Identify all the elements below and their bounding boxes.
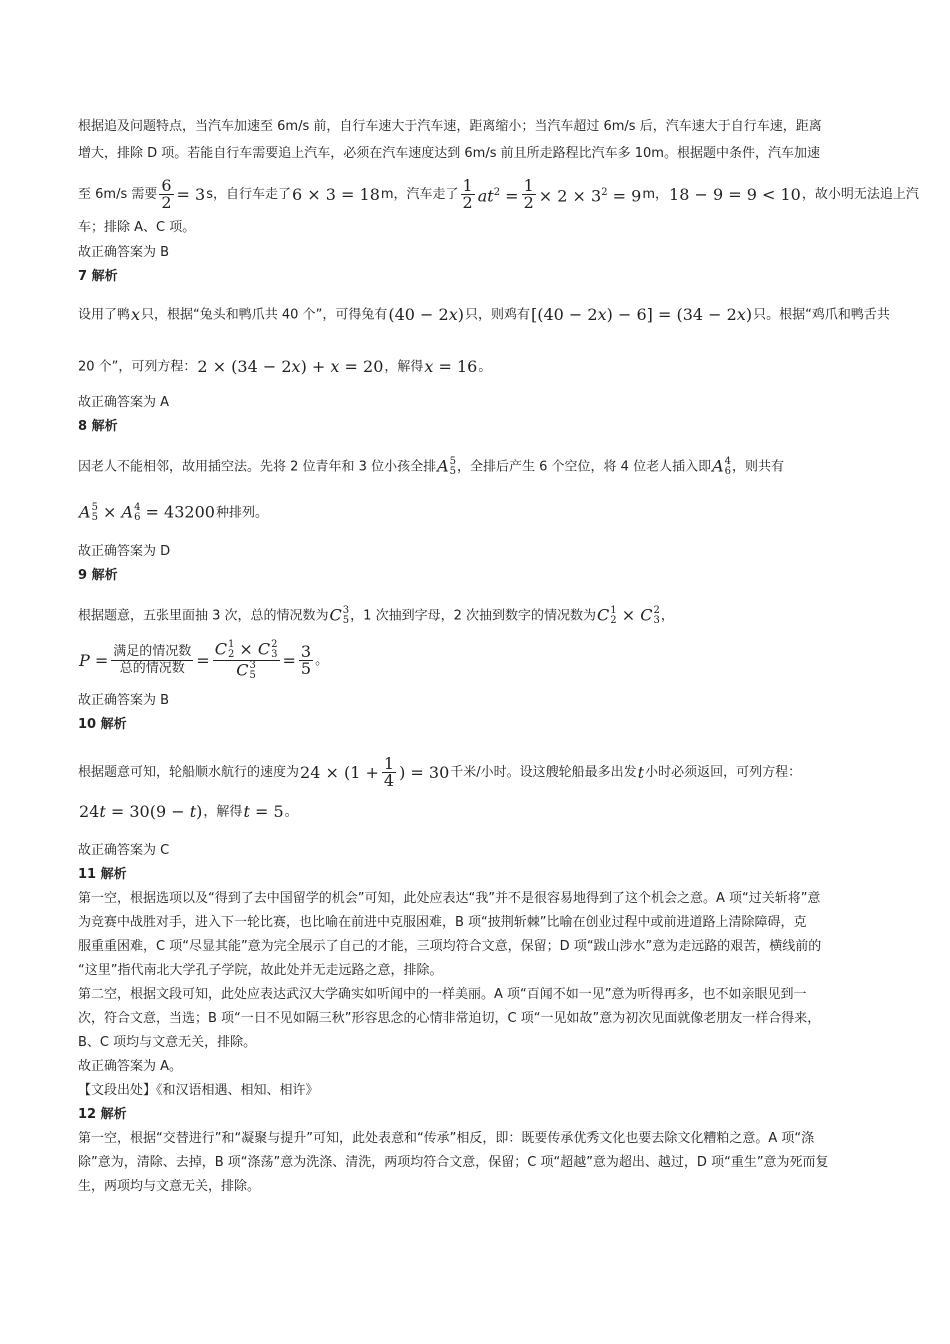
math-a55: A 5 5 (437, 456, 457, 477)
q12-heading: 12 解析 (78, 1107, 127, 1122)
q6-line-4: 车；排除 A、C 项。 (78, 220, 196, 235)
math-equation: 2 × (34 − 2x) + x = 20 (197, 357, 384, 376)
q11-line-4: “这里”指代南北大学孔子学院，故此处并无走远路之意，排除。 (78, 963, 443, 978)
math-24t: 24t = 30(9 − t) (79, 802, 203, 821)
q8-heading: 8 解析 (78, 419, 118, 434)
math-6x3: 6 × 3 = 18 (292, 184, 380, 204)
q10-line-2: 24t = 30(9 − t)，解得t = 5。 (79, 802, 298, 821)
q11-source: 【文段出处】《和汉语相遇、相知、相许》 (78, 1083, 319, 1098)
math-6-over-2: $\frac{6}{2}$ (161, 176, 172, 212)
q9-line-1: 根据题意，五张里面抽 3 次，总的情况数为C 3 5 ，1 次抽到字母，2 次抽到数字的情况数为C 1 2 × C 2 3 ， (78, 605, 674, 626)
q8-line-1: 因老人不能相邻，故用插空法。先将 2 位青年和 3 位小孩全排A 5 5 ，全排后产生 6 个空位，将 4 位老人插入即A 4 6 ，则共有 (78, 456, 785, 477)
q10-answer: 故正确答案为 C (78, 843, 170, 858)
q11-line-2: 为竞赛中战胜对手，进入下一轮比赛，也比喻在前进中克服困难，B 项“披荆斩棘”比喻在创业过程中或前进道路上清除障碍，克 (78, 915, 807, 930)
q6-line-3: 至 6m/s 需要 $\frac{6}{2}$ = 3s，自行车走了6 × 3 = 18m，汽车走了 $\frac{1}{2}$ $at^2$ = $\frac{1}{2}$ × $2 \times 3^2 = 9m$，18 − 9 = 9 < 10，故小明无法追上汽 (78, 176, 919, 212)
q8-answer: 故正确答案为 D (78, 544, 171, 559)
q11-line-5: 第二空，根据文段可知，此处应表达武汉大学确实如听闻中的一样美丽。A 项“百闻不如一见”意为听得再多，也不如亲眼见到一 (78, 987, 807, 1002)
math-18-9: 18 − 9 = 9 < 10 (669, 184, 801, 204)
q8-line-2: A 5 5 × A 4 6 = 43200种排列。 (79, 502, 268, 523)
q7-answer: 故正确答案为 A (78, 395, 170, 410)
q10-line-1: 根据题意可知，轮船顺水航行的速度为24 × (1 + $\frac{1}{4}$ ) = 30千米/小时。设这艘轮船最多出发t小时必须返回，可列方程： (78, 754, 802, 790)
q10-heading: 10 解析 (78, 717, 127, 732)
math-speed: ) = 30 (399, 762, 450, 782)
math-40-2x: (40 − 2x) (388, 305, 464, 324)
q7-line-2: 20 个”，可列方程：2 × (34 − 2x) + x = 20，解得x = 16。 (78, 357, 492, 376)
q6-line-2: 增大，排除 D 项。若能自行车需要追上汽车，必须在汽车速度达到 6m/s 前且所走路程比汽车多 10m。根据题中条件，汽车加速 (78, 146, 820, 161)
q9-heading: 9 解析 (78, 568, 118, 583)
q9-answer: 故正确答案为 B (78, 693, 170, 708)
q7-line-1: 设用了鸭x只，根据“兔头和鸭爪共 40 个”，可得兔有(40 − 2x)只，则鸡有[(40 − 2x) − 6] = (34 − 2x)只。根据“鸡爪和鸭舌共 (78, 305, 890, 324)
q11-answer: 故正确答案为 A。 (78, 1059, 183, 1074)
q6-line-1: 根据追及问题特点，当汽车加速至 6m/s 前，自行车速大于汽车速，距离缩小；当汽车超过 6m/s 后，汽车速大于自行车速，距离 (78, 119, 822, 134)
math-c35: C 3 5 (329, 605, 350, 626)
q9-line-2: P = $\frac{\text{满足的情况数}}{\text{总的情况数}}$ = C 1 2 × C 2 3 C 3 5 = $\frac{3}{5}$ 。 (79, 639, 329, 681)
q7-heading: 7 解析 (78, 269, 118, 284)
math-product: A 5 5 × A 4 6 = 43200 (79, 502, 215, 523)
q12-line-1: 第一空，根据“交替进行”和“凝聚与提升”可知，此处表意和“传承”相反，即：既要传承优秀文化也要去除文化糟粕之意。A 项“涤 (78, 1131, 815, 1146)
q11-heading: 11 解析 (78, 867, 127, 882)
math-c12-c23: C 1 2 × C 2 3 (596, 605, 660, 626)
math-a46: A 4 6 (712, 456, 732, 477)
q12-line-3: 生，两项均与文意无关，排除。 (78, 1179, 261, 1194)
q11-line-6: 次，符合文意，当选；B 项“一日不见如隔三秋”形容思念的心情非常迫切，C 项“一见如故”意为初次见面就像老朋友一样合得来， (78, 1011, 821, 1026)
math-chicken: [(40 − 2x) − 6] = (34 − 2x) (530, 305, 753, 324)
q11-line-7: B、C 项均与文意无关，排除。 (78, 1035, 257, 1050)
q11-line-1: 第一空，根据选项以及“得到了去中国留学的机会”可知，此处应表达“我”并不是很容易地得到了这个机会之意。A 项“过关斩将”意 (78, 891, 821, 906)
q6-answer: 故正确答案为 B (78, 245, 170, 260)
q12-line-2: 除”意为，清除、去掉，B 项“涤荡”意为洗涤、清洗，两项均符合文意，保留；C 项“超越”意为超出、越过，D 项“重生”意为死而复 (78, 1155, 829, 1170)
math-prob-fraction: $\frac{\text{满足的情况数}}{\text{总的情况数}}$ (113, 644, 192, 676)
q11-line-3: 服重重困难，C 项“尽显其能”意为完全展示了自己的才能，三项均符合文意，保留；D 项“跋山涉水”意为走远路的艰苦，横线前的 (78, 939, 822, 954)
math-half-at2: $at^2$ = (477, 186, 519, 206)
